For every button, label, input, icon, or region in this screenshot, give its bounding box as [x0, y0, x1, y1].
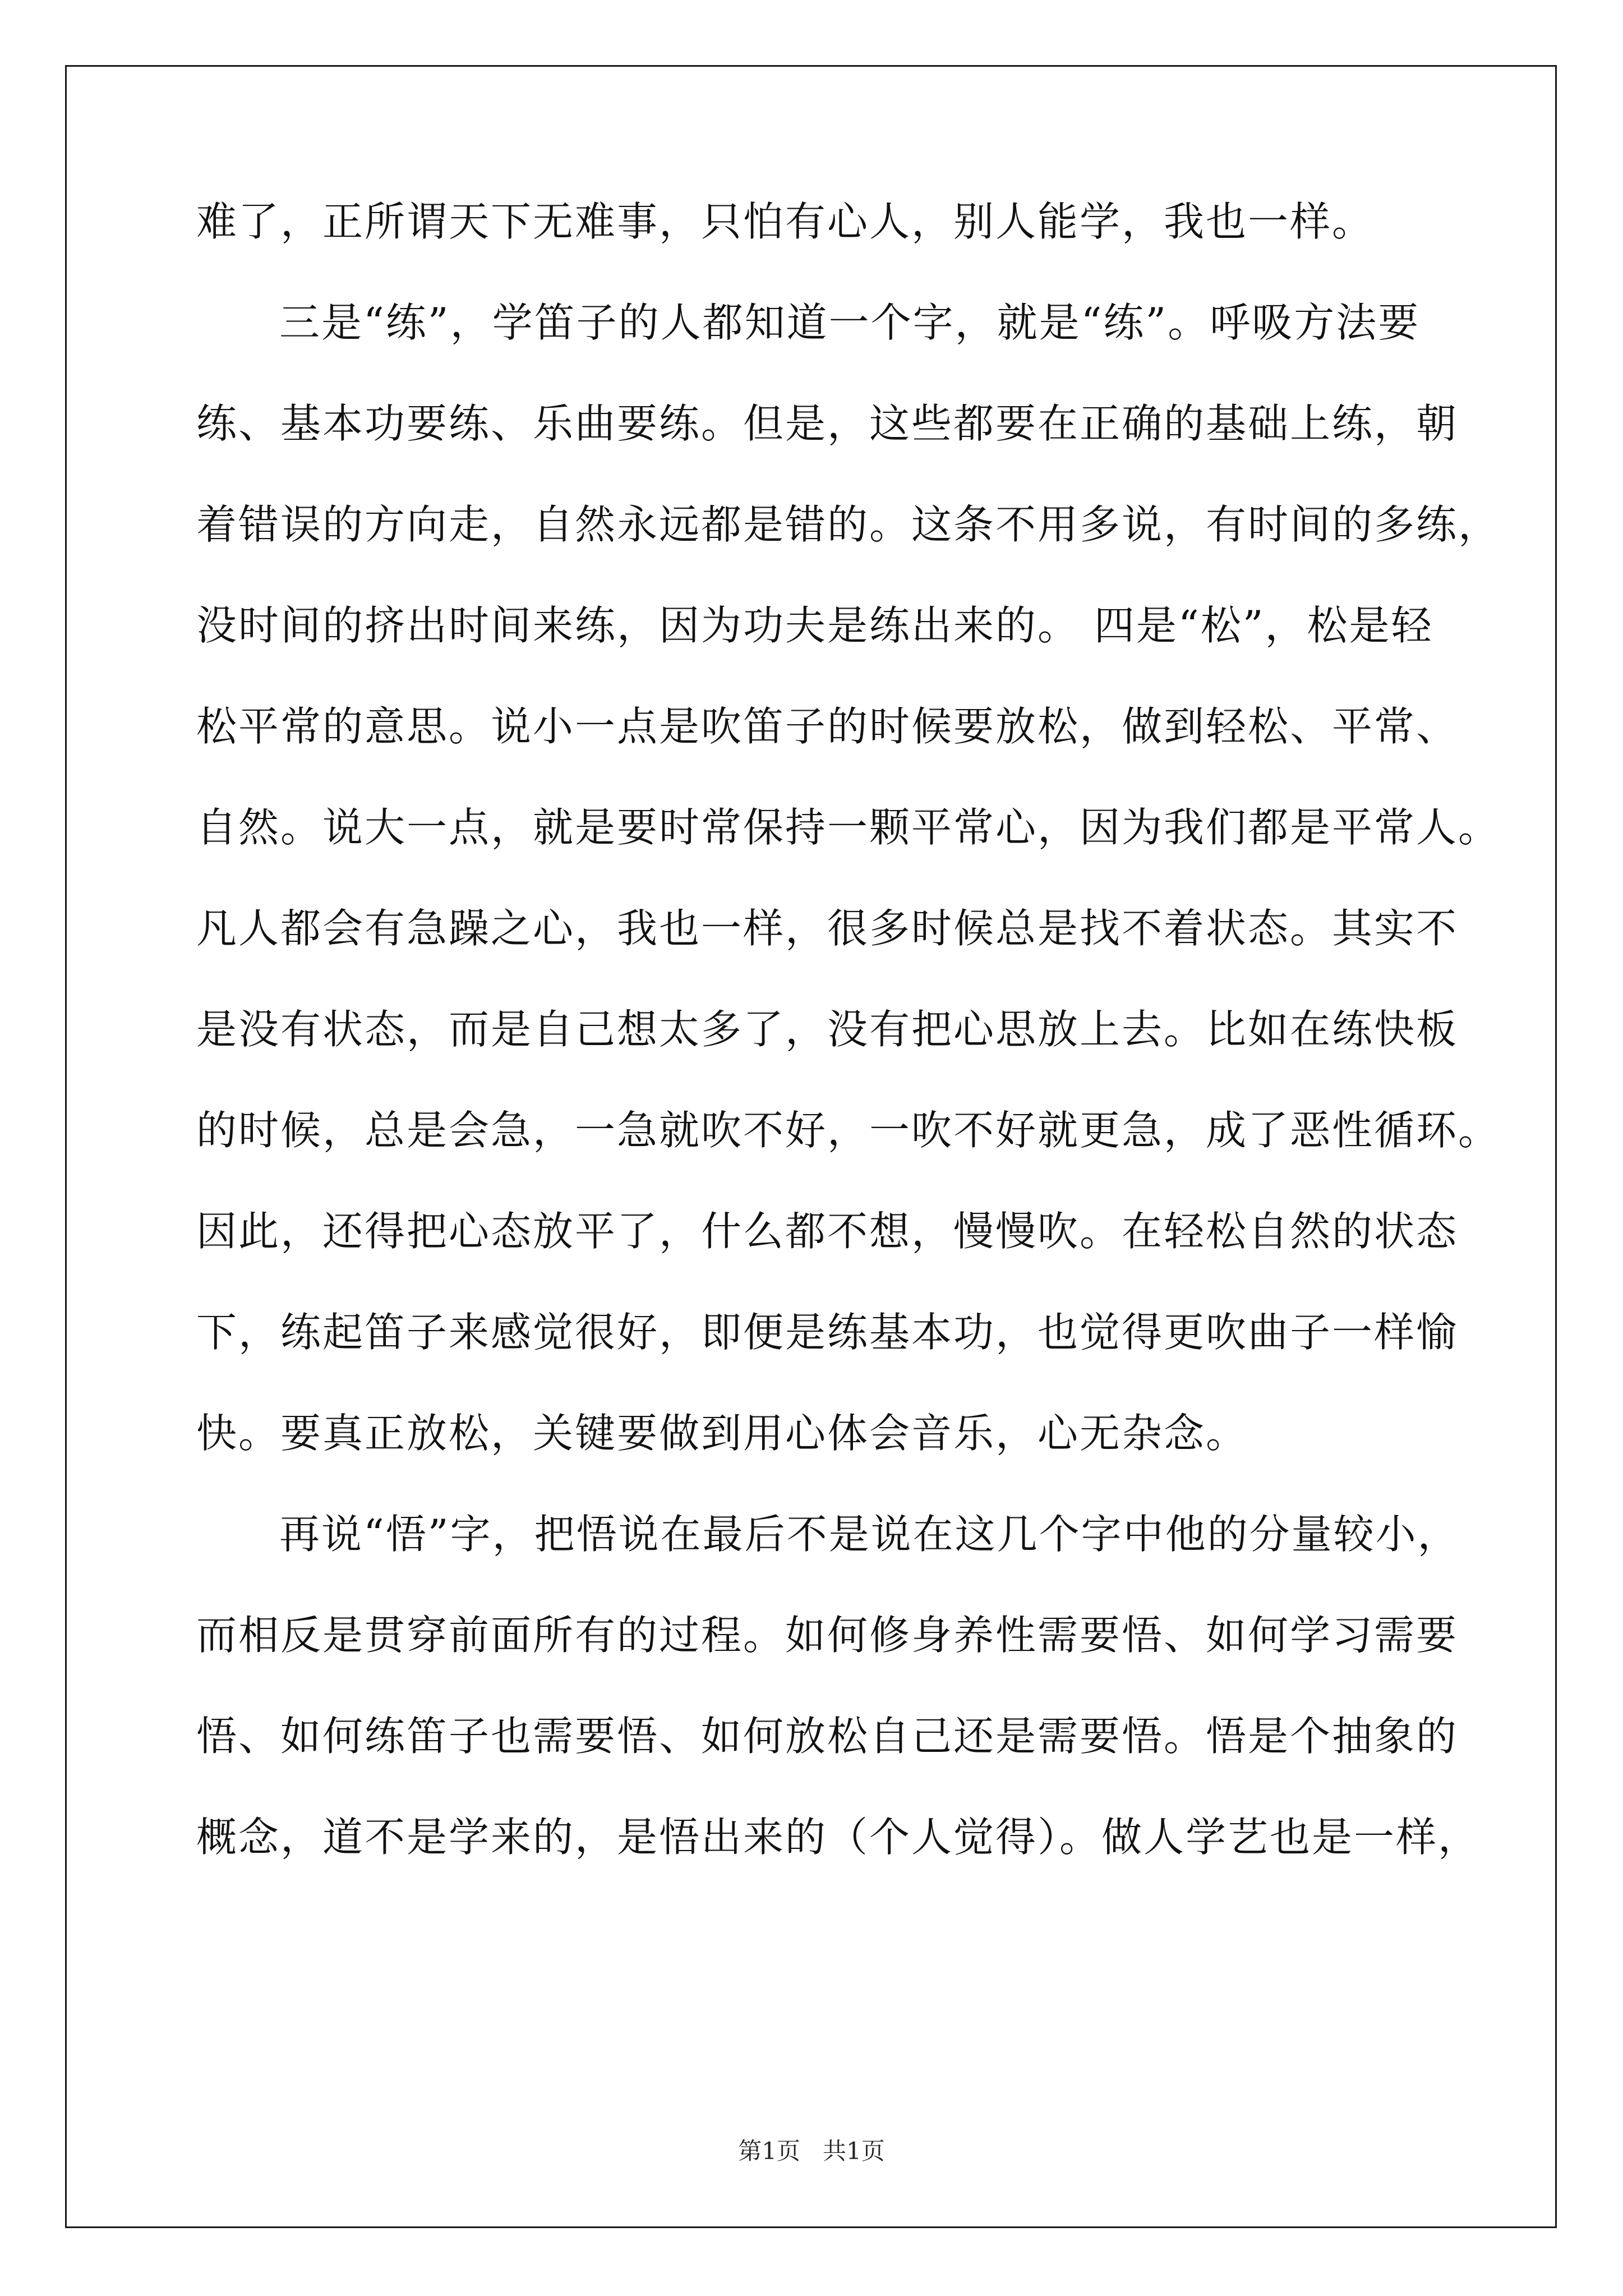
- text-line: 悟、如何练笛子也需要悟、如何放松自己还是需要悟。悟是个抽象的: [196, 1713, 1459, 1760]
- page-number: 第1页 共1页: [738, 2137, 885, 2165]
- text-line: 是没有状态，而是自己想太多了，没有把心思放上去。比如在练快板: [196, 1006, 1459, 1053]
- text-line: 因此，还得把心态放平了，什么都不想，慢慢吹。在轻松自然的状态: [196, 1208, 1459, 1255]
- text-line: 下，练起笛子来感觉很好，即便是练基本功，也觉得更吹曲子一样愉: [196, 1309, 1459, 1356]
- text-line: 自然。说大一点，就是要时常保持一颗平常心，因为我们都是平常人。: [196, 804, 1501, 851]
- text-line: 再说“悟”字，把悟说在最后不是说在这几个字中他的分量较小，: [279, 1511, 1460, 1558]
- text-line: 快。要真正放松，关键要做到用心体会音乐，心无杂念。: [196, 1410, 1248, 1457]
- text-line: 着错误的方向走，自然永远都是错的。这条不用多说，有时间的多练，: [196, 501, 1501, 548]
- text-line: 的时候，总是会急，一急就吹不好，一吹不好就更急，成了恶性循环。: [196, 1107, 1501, 1154]
- text-line: 三是“练”，学笛子的人都知道一个字，就是“练”。呼吸方法要: [279, 299, 1421, 346]
- text-line: 没时间的挤出时间来练，因为功夫是练出来的。 四是“松”，松是轻: [196, 602, 1433, 649]
- text-line: 而相反是贯穿前面所有的过程。如何修身养性需要悟、如何学习需要: [196, 1612, 1459, 1659]
- text-line: 难了，正所谓天下无难事，只怕有心人，别人能学，我也一样。: [196, 198, 1375, 245]
- text-line: 松平常的意思。说小一点是吹笛子的时候要放松，做到轻松、平常、: [196, 703, 1459, 750]
- text-line: 练、基本功要练、乐曲要练。但是，这些都要在正确的基础上练，朝: [196, 400, 1459, 447]
- text-line: 概念，道不是学来的，是悟出来的（个人觉得）。做人学艺也是一样，: [196, 1814, 1481, 1861]
- text-line: 凡人都会有急躁之心，我也一样，很多时候总是找不着状态。其实不: [196, 905, 1459, 952]
